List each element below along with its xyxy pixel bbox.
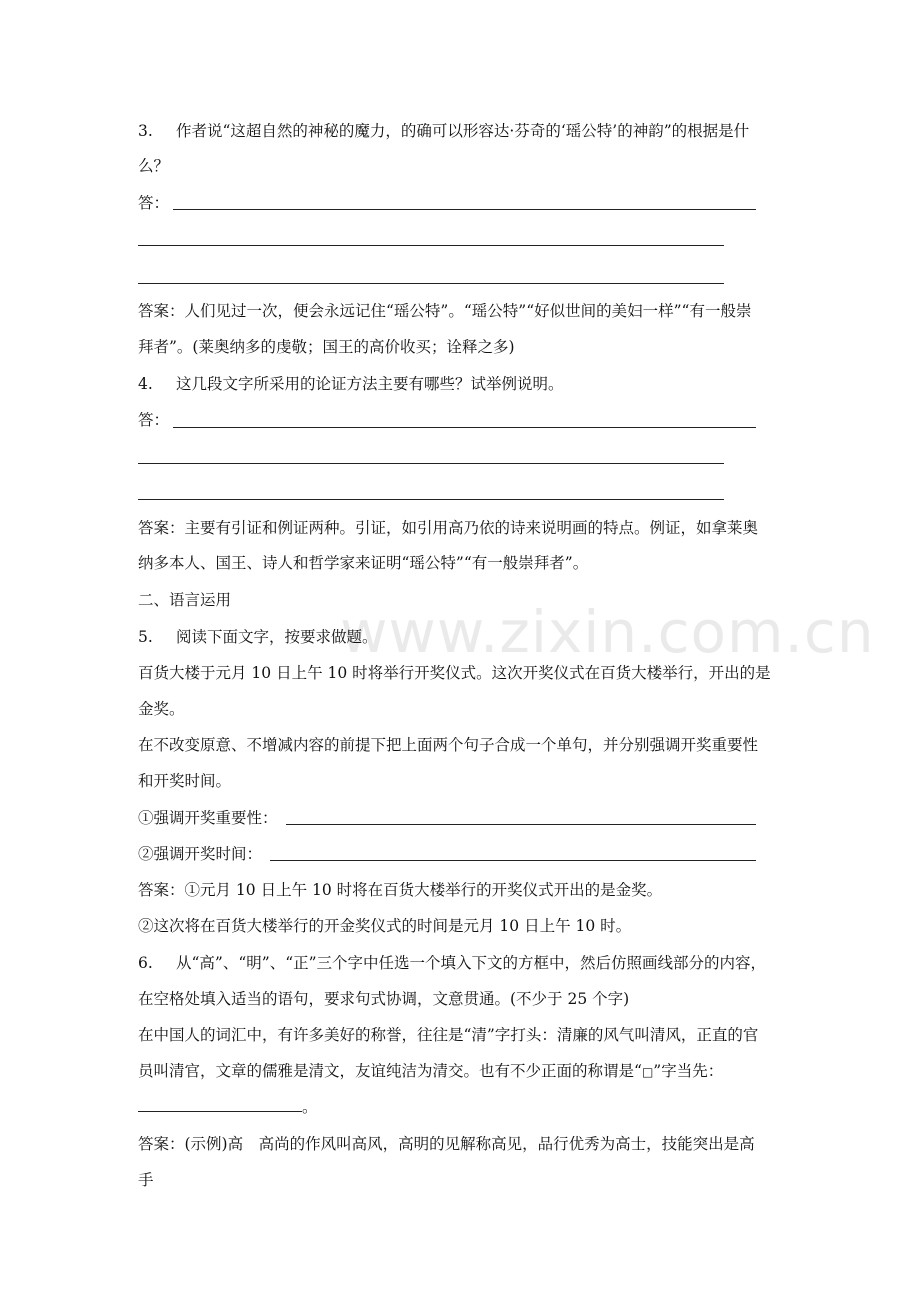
- q6-answer-key-2: 手: [138, 1171, 154, 1189]
- q5-passage-1: 百货大楼于元月 10 日上午 10 时将举行开奖仪式。这次开奖仪式在百货大楼举行，开出的是: [138, 664, 771, 682]
- q4-answer-label: 答：: [138, 411, 170, 429]
- q6-answer-blank[interactable]: [138, 1097, 302, 1112]
- q4-question: [138, 374, 564, 394]
- q6-passage-2: [138, 1061, 723, 1082]
- q6-blank-end: 。: [302, 1098, 318, 1116]
- q5-item2-label: ②强调开奖时间：: [138, 845, 263, 863]
- q3-question-line1: [138, 121, 749, 141]
- q5-answer-key-1: 答案：①元月 10 日上午 10 时将在百货大楼举行的开奖仪式开出的是金奖。: [138, 881, 663, 899]
- q4-answer-key-2: 纳多本人、国王、诗人和哲学家来证明“瑶公特”“有一般崇拜者”。: [138, 554, 589, 572]
- section-title: 二、语言运用: [138, 591, 232, 609]
- q3-answer-key-1: 答案：人们见过一次，便会永远记住“瑶公特”。“瑶公特”“好似世间的美妇一样”“有一般崇: [138, 302, 752, 320]
- q3-number: 3.: [138, 122, 153, 140]
- q3-text-1: 作者说“这超自然的神秘的魔力，的确可以形容达·芬奇的‘瑶公特’的神韵”的根据是什: [176, 122, 750, 140]
- q3-answer-key-2: 拜者”。(莱奥纳多的虔敬；国王的高价收买；诠释之多): [138, 338, 515, 356]
- q4-number: 4.: [138, 375, 153, 393]
- q3-answer-label: 答：: [138, 194, 170, 212]
- q5-text: 阅读下面文字，按要求做题。: [176, 628, 378, 646]
- q5-item1-answer-line[interactable]: [286, 824, 756, 825]
- q6-question-line2: 在空格处填入适当的语句，要求句式协调，文意贯通。(不少于 25 个字): [138, 990, 630, 1008]
- q5-item2-answer-line[interactable]: [270, 860, 756, 861]
- q5-instruction-1: 在不改变原意、不增减内容的前提下把上面两个句子合成一个单句，并分别强调开奖重要性: [138, 736, 759, 754]
- q6-question-line1: [138, 953, 766, 973]
- q4-answer-line-1[interactable]: [173, 427, 756, 428]
- q5-instruction-2: 和开奖时间。: [138, 772, 232, 790]
- watermark: www.zixin.com.cn: [340, 598, 875, 666]
- q5-number: 5.: [138, 628, 153, 646]
- q3-answer-line-3[interactable]: [138, 283, 724, 284]
- q4-answer-key-1: 答案：主要有引证和例证两种。引证，如引用高乃依的诗来说明画的特点。例证，如拿莱奥: [138, 519, 759, 537]
- q5-answer-key-2: ②这次将在百货大楼举行的开金奖仪式的时间是元月 10 日上午 10 时。: [138, 917, 632, 935]
- q6-answer-key-1: 答案：(示例)高 高尚的作风叫高风，高明的见解称高见，品行优秀为高士，技能突出是高: [138, 1135, 755, 1153]
- q4-answer-line-3[interactable]: [138, 499, 724, 500]
- q6-passage-2-pre: 员叫清官，文章的儒雅是清文，友谊纯洁为清交。也有不少正面的称谓是“: [138, 1062, 642, 1080]
- q3-question-line2: 么？: [138, 157, 170, 175]
- q5-item1-label: ①强调开奖重要性：: [138, 809, 278, 827]
- q5-question: [138, 627, 378, 647]
- q3-answer-line-1[interactable]: [173, 209, 756, 210]
- q4-answer-line-2[interactable]: [138, 463, 724, 464]
- q6-passage-2-post: ”字当先：: [653, 1062, 724, 1080]
- q6-text-1: 从“高”、“明”、“正”三个字中任选一个填入下文的方框中，然后仿照画线部分的内容，: [176, 954, 767, 972]
- q3-answer-line-2[interactable]: [138, 245, 724, 246]
- q4-text: 这几段文字所采用的论证方法主要有哪些？试举例说明。: [176, 375, 564, 393]
- q6-fill-box[interactable]: □: [641, 1065, 654, 1079]
- q6-passage-1: 在中国人的词汇中，有许多美好的称誉，往往是“清”字打头：清廉的风气叫清风，正直的官: [138, 1026, 759, 1044]
- q6-number: 6.: [138, 954, 153, 972]
- q6-blank-line: [138, 1097, 318, 1117]
- q5-passage-2: 金奖。: [138, 700, 185, 718]
